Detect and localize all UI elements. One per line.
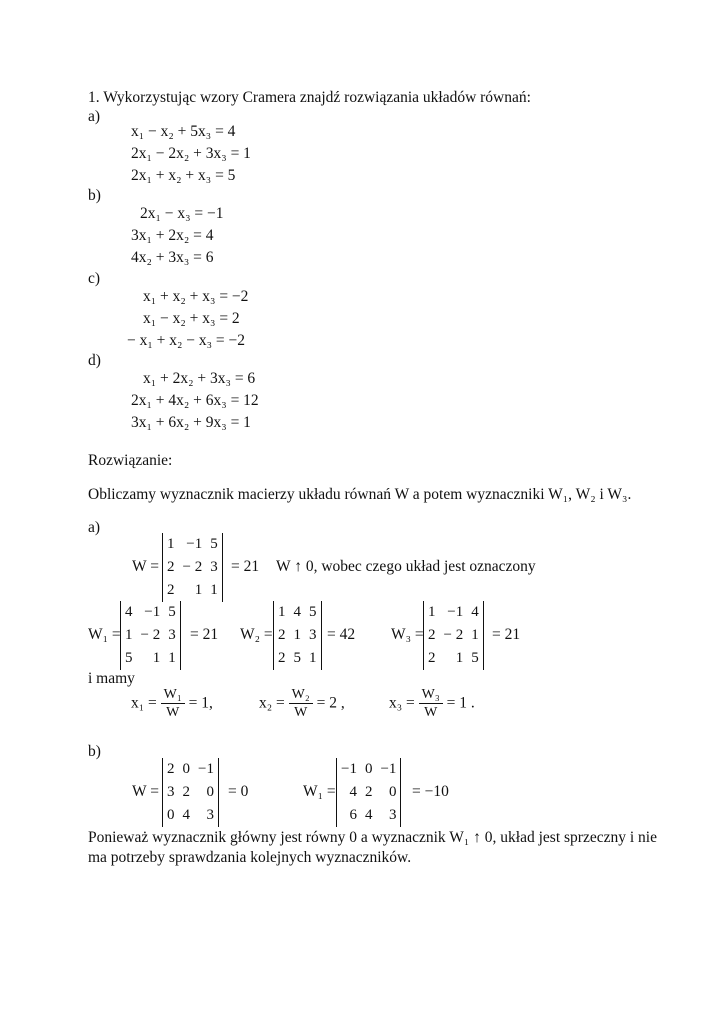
system-b-eq-2: 3x₁ + 2x₂ = 4 [131, 227, 214, 244]
detB-W-row [163, 804, 218, 827]
det-W3-cell: 1 [455, 650, 464, 666]
det-W-note: W ↑ 0, wobec czego układ jest oznaczony [276, 558, 536, 575]
det-W2-name: W₂ = [240, 626, 273, 643]
det-W-cell: − 2 [182, 559, 203, 575]
detB-W1-cell: 0 [364, 761, 373, 777]
system-a-eq-2: 2x₁ − 2x₂ + 3x₃ = 1 [131, 145, 251, 162]
system-c-eq-1: x₁ + x₂ + x₃ = −2 [143, 288, 249, 305]
detB-W-cell: 0 [167, 807, 175, 823]
det-W1-result: = 21 [190, 626, 219, 643]
det-W-matrix [162, 533, 223, 602]
det-W3-row [424, 647, 483, 670]
det-W3-row [424, 601, 483, 624]
detB-W1-cell: 2 [364, 784, 373, 800]
det-W1-name: W₁ = [88, 626, 121, 643]
solution-x3-var: x₃ [389, 694, 403, 712]
system-d-label: d) [88, 352, 101, 369]
det-W3-cell: 2 [428, 650, 436, 666]
det-W3-matrix [423, 601, 484, 670]
det-W-row [163, 556, 222, 579]
detB-W1-cell: −1 [380, 761, 397, 777]
solution-x3-value: = 1 . [446, 694, 475, 712]
detB-W1-name: W₁ = [303, 783, 336, 800]
det-W2-cell: 4 [293, 604, 301, 620]
solution-intro: Obliczamy wyznacznik macierzy układu równań W a potem wyznaczniki W₁, W₂ i W₃. [88, 486, 632, 503]
det-W-label: W [132, 558, 147, 575]
det-W-cell: 2 [167, 559, 175, 575]
detB-W-cell: 2 [182, 784, 190, 800]
det-W1-matrix [120, 601, 181, 670]
det-W-name: W = [132, 558, 159, 575]
det-W-cell: −1 [186, 536, 203, 552]
solution-x2: x₂ = $\frac{\text{W₂}}{W}$ = 2 , [259, 687, 345, 720]
detB-W-cell: 4 [182, 807, 190, 823]
detB-W1-result: = −10 [412, 783, 449, 800]
detB-W1-row [337, 758, 400, 781]
system-b-eq-3: 4x₂ + 3x₃ = 6 [131, 249, 214, 266]
and-we-have: i mamy [88, 670, 135, 687]
system-d-eq-2: 2x₁ + 4x₂ + 6x₃ = 12 [131, 392, 259, 409]
detB-W-cell: −1 [198, 761, 214, 777]
solution-x3: x₃ = $\frac{\text{W₃}}{W}$ = 1 . [389, 687, 475, 720]
system-d-eq-1: x₁ + 2x₂ + 3x₃ = 6 [143, 370, 256, 387]
det-W3-cell: 2 [428, 627, 436, 643]
det-W1-cell: 1 [168, 650, 176, 666]
det-W2-cell: 2 [278, 650, 286, 666]
det-W2-result: = 42 [327, 626, 356, 643]
det-W2-row [274, 624, 321, 647]
solution-x1-var: x₁ [131, 694, 145, 712]
det-W-row [163, 533, 222, 556]
det-W-cell: 3 [210, 559, 218, 575]
det-W1-row [121, 601, 180, 624]
det-W2-cell: 2 [278, 627, 286, 643]
det-W-cell: 1 [194, 582, 203, 598]
conclusion-line-2: ma potrzeby sprawdzania kolejnych wyznaczników. [88, 849, 412, 866]
detB-W-cell: 0 [206, 784, 214, 800]
system-a-label: a) [88, 108, 101, 125]
det-W2-cell: 1 [309, 650, 317, 666]
detB-W1-cell: 0 [388, 784, 397, 800]
det-W3-name: W₃ = [391, 626, 424, 643]
detB-W-cell: 0 [182, 761, 190, 777]
task-statement: 1. Wykorzystując wzory Cramera znajdź rozwiązania układów równań: [88, 89, 531, 106]
det-W1-row [121, 647, 180, 670]
det-W1-label: W₁ [88, 626, 109, 643]
system-a-eq-1: x₁ − x₂ + 5x₃ = 4 [131, 123, 236, 140]
det-W2-cell: 5 [293, 650, 301, 666]
detB-W-result: = 0 [228, 783, 249, 800]
det-W3-cell: − 2 [443, 627, 464, 643]
det-W1-cell: 4 [125, 604, 133, 620]
detB-W-name: W = [132, 783, 159, 800]
detB-W1-cell: −1 [341, 761, 357, 777]
solution-x1-den: W [166, 705, 180, 720]
det-W1-cell: 5 [125, 650, 133, 666]
part-a-label: a) [88, 519, 101, 536]
det-W3-cell: −1 [447, 604, 464, 620]
detB-W1-label: W₁ [303, 783, 324, 800]
det-W1-cell: − 2 [140, 627, 161, 643]
det-W2-row [274, 601, 321, 624]
system-c-label: c) [88, 270, 101, 287]
detB-W1-cell: 4 [349, 784, 357, 800]
det-W2-cell: 3 [309, 627, 317, 643]
detB-W1-cell: 4 [364, 807, 373, 823]
system-a-eq-3: 2x₁ + x₂ + x₃ = 5 [131, 167, 236, 184]
det-W3-cell: 1 [471, 627, 479, 643]
det-W-cell: 1 [210, 582, 218, 598]
det-W1-cell: 5 [168, 604, 176, 620]
det-W1-cell: 1 [152, 650, 161, 666]
solution-heading: Rozwiązanie: [88, 452, 173, 469]
detB-W1-cell: 6 [349, 807, 357, 823]
det-W3-row [424, 624, 483, 647]
system-c-eq-2: x₁ − x₂ + x₃ = 2 [143, 310, 240, 327]
det-W-cell: 5 [210, 536, 218, 552]
solution-x2-var: x₂ [259, 694, 273, 712]
det-W-row [163, 579, 222, 602]
solution-x3-den: W [424, 705, 438, 720]
part-b-label: b) [88, 743, 101, 760]
detB-W1-matrix [336, 758, 401, 827]
solution-x3-num: W₃ [419, 688, 443, 704]
solution-x1: x₁ = $\frac{\text{W₁}}{W}$ = 1, [131, 687, 213, 720]
solution-x2-value: = 2 , [316, 694, 345, 712]
detB-W-row [163, 781, 218, 804]
det-W-result: = 21 [231, 558, 260, 575]
system-d-eq-3: 3x₁ + 6x₂ + 9x₃ = 1 [131, 414, 251, 431]
system-b-label: b) [88, 187, 101, 204]
solution-x2-den: W [294, 705, 308, 720]
det-W2-matrix [273, 601, 322, 670]
det-W1-row [121, 624, 180, 647]
system-b-eq-1: 2x₁ − x₃ = −1 [140, 205, 224, 222]
det-W1-cell: −1 [144, 604, 161, 620]
det-W2-cell: 1 [293, 627, 301, 643]
det-W3-cell: 1 [428, 604, 436, 620]
detB-W-row [163, 758, 218, 781]
solution-x1-value: = 1, [188, 694, 213, 712]
detB-W-label: W [132, 783, 147, 800]
system-c-eq-3: − x₁ + x₂ − x₃ = −2 [127, 332, 246, 349]
det-W3-label: W₃ [391, 626, 412, 643]
detB-W-matrix [162, 758, 219, 827]
det-W3-cell: 4 [471, 604, 479, 620]
det-W1-cell: 1 [125, 627, 133, 643]
det-W3-result: = 21 [492, 626, 521, 643]
det-W2-cell: 5 [309, 604, 317, 620]
detB-W-cell: 2 [167, 761, 175, 777]
det-W1-cell: 3 [168, 627, 176, 643]
det-W3-cell: 5 [471, 650, 479, 666]
detB-W1-cell: 3 [388, 807, 397, 823]
detB-W-cell: 3 [206, 807, 214, 823]
solution-x1-num: W₁ [161, 688, 185, 704]
detB-W1-row [337, 781, 400, 804]
det-W2-label: W₂ [240, 626, 261, 643]
det-W-cell: 2 [167, 582, 175, 598]
detB-W1-row [337, 804, 400, 827]
conclusion-line-1: Ponieważ wyznacznik główny jest równy 0 a wyznacznik W₁ ↑ 0, układ jest sprzeczny i nie [88, 829, 657, 846]
det-W-cell: 1 [167, 536, 175, 552]
solution-x2-num: W₂ [289, 688, 313, 704]
detB-W-cell: 3 [167, 784, 175, 800]
det-W2-row [274, 647, 321, 670]
det-W2-cell: 1 [278, 604, 286, 620]
